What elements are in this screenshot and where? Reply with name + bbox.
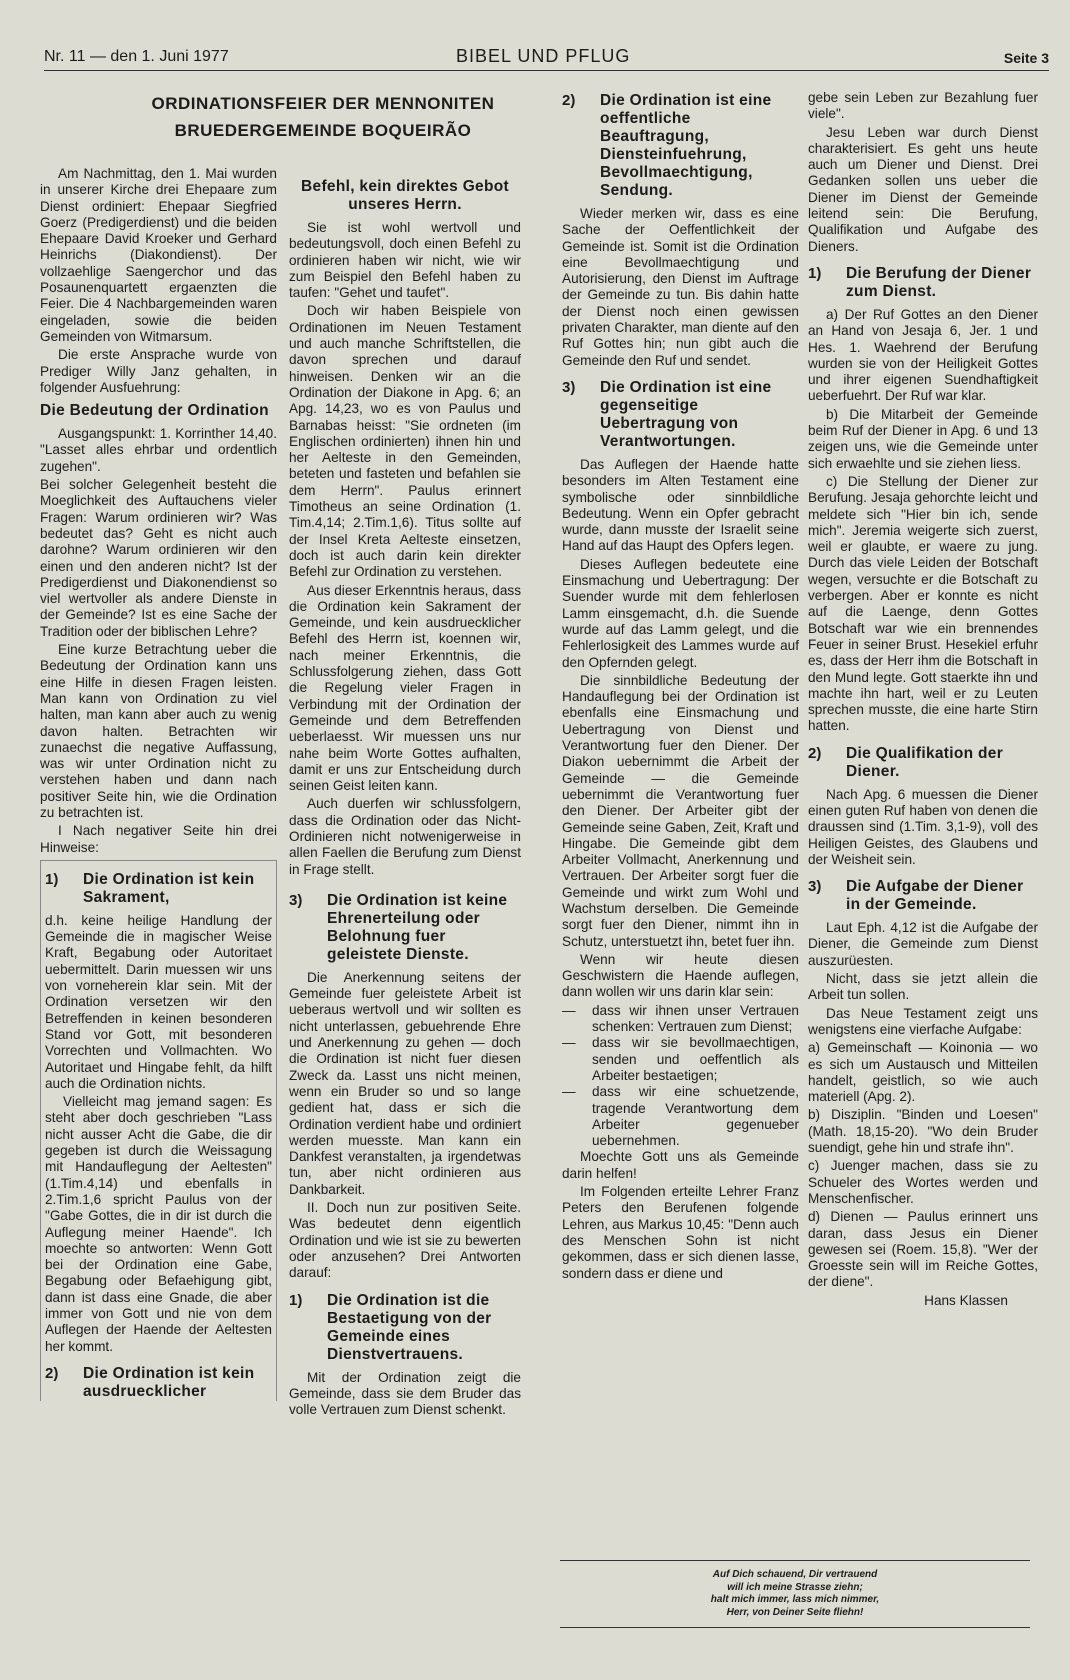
numbered-heading	[562, 92, 799, 200]
heading-text: Die Qualifikation der Diener.	[846, 744, 1004, 780]
paragraph: Nach Apg. 6 muessen die Diener einen guten Ruf haben von denen die draussen sind (1.Tim. 3,1-9), voll des Heiligen Geistes, des Glaubens und der Weisheit sein.	[808, 786, 1038, 867]
heading-text: Die Berufung der Diener zum Dienst.	[846, 264, 1032, 300]
paragraph: Nicht, dass sie jetzt allein die Arbeit tun sollen.	[808, 971, 1038, 1003]
page-number: Seite 3	[1003, 50, 1049, 66]
paragraph: a) Der Ruf Gottes an den Diener an Hand von Jesaja 6, Jer. 1 und Hes. 1. Waehrend der Berufung wurden sie von der Heiligkeit Gottes und ihrer eigenen Suendhaftigkeit ueberfuehrt. Der Ruf war klar.	[808, 306, 1038, 404]
paragraph: Laut Eph. 4,12 ist die Aufgabe der Diener, die Gemeinde zum Dienst auszurüesten.	[808, 920, 1038, 968]
dash-mark: —	[562, 1084, 576, 1100]
paragraph: d) Dienen — Paulus erinnert uns daran, dass Jesus ein Diener gewesen sei (Roem. 15,8). "Wer der Groesste sein will im Reiche Gottes, der diene".	[808, 1209, 1038, 1290]
paragraph: Sie ist wohl wertvoll und bedeutungsvoll, doch einen Befehl zu ordinieren haben wir nicht, wie wir zum Beispiel den Befehl haben zu taufen: "Gehet und taufet".	[289, 220, 521, 301]
heading-text: Die Ordination ist eine oeffentliche Beauftragung, Diensteinfuehrung, Bevollmaechtigung, Sendung.	[600, 92, 772, 199]
heading-number: 3)	[289, 891, 303, 909]
paragraph: Die sinnbildliche Bedeutung der Handauflegung bei der Ordination ist ebenfalls eine Einsmachung und Uebertragung von Dienst und Verantwortung fuer den Diener. Der Diakon uebernimmt die Arbeit der Gemeinde — die Gemeinde uebernimmt die Verantwortung fuer den Diener. Der Arbeiter gibt der Gemeinde seine Gaben, Zeit, Kraft und Hingabe. Die Gemeinde gibt dem Arbeiter Vollmacht, Anerkennung und Vertrauen. Der Arbeiter sorgt fuer die Gemeinde und wirkt zum Wohl und Wachstum derselben. Die Gemeinde sorgt fuer den Diener, nimmt ihn in Schutz, unterstuetzt ihn, betet fuer ihn.	[562, 672, 799, 949]
paragraph: d.h. keine heilige Handlung der Gemeinde die in magischer Weise Kraft, Begabung oder Autoritaet uebermittelt. Darin muessen wir uns von vorneherein klar sein. Mit der Ordination versetzen wir den Betreffenden in keinen besonderen Stand vor Gott, mit besonderen Vorrechten und Vollmachten. Wo Autoritaet und Hingabe fehlt, da hilft auch die Ordination nichts.	[45, 912, 272, 1091]
paragraph: Auch duerfen wir schlussfolgern, dass die Ordination oder das Nicht-Ordinieren nicht notwenigerweise in allen Faellen die Berufung zum Dienst in Frage stellt.	[289, 796, 521, 877]
paragraph: b) Disziplin. "Binden und Loesen" (Math. 18,15-20). "Wo dein Bruder suendigt, gehe hin und strafe ihn".	[808, 1107, 1038, 1156]
paragraph: b) Die Mitarbeit der Gemeinde beim Ruf der Diener in Apg. 6 und 13 zeigen uns, wie die Gemeinde unter sich erwaehlte und sie ziehen liess.	[808, 406, 1038, 471]
verse-box	[560, 1560, 1030, 1628]
heading-number: 3)	[808, 878, 822, 896]
paragraph: Bei solcher Gelegenheit besteht die Moeglichkeit des Auftauchens vieler Fragen: Warum ordinieren wir? Was bedeutet das? Geht es nicht auch darohne? Warum ordinieren wir den einen und den anderen nicht? Ist der Predigerdienst und Diakonendienst so viel wertvoller als andere Dienste in der Gemeinde? Ist es eine Sache der Tradition oder der biblischen Lehre?	[40, 477, 277, 639]
paragraph: Jesu Leben war durch Dienst charakterisiert. Es geht uns heute auch um Diener und Dienst. Drei Gedanken sollen uns ueber die Diener im Dienst der Gemeinde leitend sein: Die Berufung, Qualifikation und Aufgabe des Dieners.	[808, 124, 1038, 254]
paragraph: c) Juenger machen, dass sie zu Schueler des Wortes werden und Menschenfischer.	[808, 1158, 1038, 1206]
numbered-heading	[562, 379, 799, 451]
column-3	[562, 90, 799, 1284]
column-4	[808, 90, 1038, 1309]
dash-text: dass wir eine schuetzende, tragende Verantwortung dem Arbeiter gegenueber uebernehmen.	[592, 1084, 799, 1149]
column-1	[40, 166, 277, 1407]
dash-item	[562, 1003, 799, 1036]
paragraph: gebe sein Leben zur Bezahlung fuer viele".	[808, 90, 1038, 122]
paragraph: c) Die Stellung der Diener zur Berufung. Jesaja gehorchte leicht und meldete sich "Hier bin ich, sende mich". Jeremia weigerte sich zuerst, weil er glaubte, er waere zu jung. Durch das viele Leiden der Botschaft wegen, versuchte er die Botschaft zu verbergen. Aber er konnte es nicht auf die Laenge, denn Gottes Botschaft war wie ein brennendes Feuer in seiner Brust. Hesekiel erfuhr es, dass der Herr ihm die Botschaft in den Mund legte. Gott staerkte ihn und machte ihn hart, weil er zu Leuten sprechen musste, die eine harte Stirn hatten.	[808, 473, 1038, 734]
paragraph: Aus dieser Erkenntnis heraus, dass die Ordination kein Sakrament der Gemeinde, und kein ausdruecklicher Befehl des Herrn ist, koennen wir, nach meiner Erkenntnis, die Schlussfolgerung ziehen, dass Gott die Regelung vieler Fragen in Verbindung mit der Ordination der Gemeinde und dem Betreffenden ueberlaesst. Wir muessen uns nur nahe beim Worte Gottes aufhalten, damit er uns zur Entscheidung durch seinen Geist leiten kann.	[289, 582, 521, 794]
heading-number: 1)	[808, 264, 822, 282]
paragraph: Im Folgenden erteilte Lehrer Franz Peters den Berufenen folgende Lehren, aus Markus 10,45: "Denn auch des Menschen Sohn ist nicht gekommen, dass er sich dienen lasse, sondern dass er diene und	[562, 1184, 799, 1281]
heading-text: Die Ordination ist kein Sakrament,	[83, 870, 255, 906]
paragraph: Mit der Ordination zeigt die Gemeinde, dass sie dem Bruder das volle Vertrauen zum Dienst schenkt.	[289, 1369, 521, 1418]
numbered-heading	[289, 1292, 521, 1364]
author-signature: Hans Klassen	[924, 1292, 1008, 1308]
newspaper-title: BIBEL UND PFLUG	[456, 46, 631, 66]
paragraph: Die erste Ansprache wurde von Prediger Willy Janz gehalten, in folgender Ausfuehrung:	[40, 347, 277, 395]
dash-text: dass wir sie bevollmaechtigen, senden und oeffentlich als Arbeiter bestaetigen;	[592, 1035, 799, 1083]
verse-line: will ich meine Strasse ziehn;	[727, 1581, 863, 1593]
paragraph: Moechte Gott uns als Gemeinde darin helfen!	[562, 1149, 799, 1181]
numbered-heading	[808, 745, 1038, 781]
heading-number: 2)	[45, 1364, 59, 1382]
heading-number: 3)	[562, 378, 576, 396]
numbered-heading	[289, 892, 521, 964]
paragraph: Das Auflegen der Haende hatte besonders im Alten Testament eine symbolische oder sinnbildliche Bedeutung. Wenn ein Opfer gebracht wurde, dann musste der Israelit seine Hand auf das Haupt des Opfers legen.	[562, 456, 799, 554]
heading-number: 1)	[45, 870, 59, 888]
numbered-heading	[808, 265, 1038, 301]
numbered-heading	[808, 878, 1038, 914]
paragraph: Eine kurze Betrachtung ueber die Bedeutung der Ordination kann uns eine Hilfe in diesen Fragen leisten. Man kann von Ordination zu viel halten, man kann aber auch zu wenig davon halten. Betrachten wir zunaechst die negative Auffassung, was wir unter Ordination nicht zu verstehen haben und dann nach positiver Seite hin, wie die Ordination zu betrachten ist.	[40, 642, 277, 820]
article-title-line: ORDINATIONSFEIER DER MENNONITEN	[151, 94, 495, 113]
dash-item	[562, 1035, 799, 1084]
issue-date: Nr. 11 — den 1. Juni 1977	[44, 48, 229, 65]
numbered-heading	[45, 1365, 272, 1401]
dash-mark: —	[562, 1035, 576, 1051]
heading-text: Die Ordination ist keine Ehrenerteilung oder Belohnung fuer geleistete Dienste.	[327, 891, 508, 963]
paragraph: Dieses Auflegen bedeutete eine Einsmachung und Uebertragung: Der Suender wurde mit dem fehlerlosen Lamm einsgemacht, d.h. die Suende wurde auf das Lamm gelegt, und die Fehlerlosigkeit des Lammes wurde auf den Opfernden gelegt.	[562, 556, 799, 670]
paragraph: Die Anerkennung seitens der Gemeinde fuer geleistete Arbeit ist ueberaus wertvoll und wir sollten es nicht unterlassen, gebuehrende Ehre und Anerkennung zu gehen — doch die Ordination ist nicht fuer diesen Zweck da. Lasst uns nicht meinen, wenn ein Bruder so und so lange gedient hat, dass er sich die Ordination verdient habe und ordiniert werden muesste. Man kann ein Dankfest veranstalten, ja irgendetwas tun, aber nicht ordinieren aus Dankbarkeit.	[289, 969, 521, 1197]
verse-line: halt mich immer, lass mich nimmer,	[710, 1594, 880, 1605]
heading-number: 2)	[562, 92, 576, 109]
heading-text: Die Aufgabe der Diener in der Gemeinde.	[846, 878, 1024, 914]
heading-number: 2)	[808, 744, 822, 762]
column-2	[289, 172, 521, 1420]
heading-text: Die Ordination ist kein ausdruecklicher	[83, 1364, 255, 1400]
verse-line: Herr, von Deiner Seite fliehn!	[726, 1606, 864, 1618]
heading-text: Die Ordination ist die Bestaetigung von der Gemeinde eines Dienstvertrauens.	[327, 1291, 492, 1363]
page-header	[44, 46, 1049, 71]
paragraph: Doch wir haben Beispiele von Ordinationen im Neuen Testament und auch manche Schriftstellen, die davon sprechen und darauf hinweisen. Denken wir an die Ordination der Diakone in Apg. 6; an Apg. 14,23, wo es von Paulus und Barnabas heisst: "Sie ordneten (im Englischen ordinierten) ihnen hin und her Aelteste in den Gemeinden, beteten und fasteten und befahlen sie dem Herrn". Paulus erinnert Timotheus an seine Ordination (1. Tim.4,14; 2.Tim.1,6). Titus sollte auf der Insel Kreta Aelteste einsetzen, doch ist auch darin kein direkter Befehl zur Ordination zu verstehen.	[289, 303, 521, 580]
paragraph: II. Doch nun zur positiven Seite. Was bedeutet denn eigentlich Ordination und wie ist sie zu bewerten oder anzusehen? Drei Antworten darauf:	[289, 1200, 521, 1281]
paragraph: Ausgangspunkt: 1. Korrinther 14,40. "Lasset alles ehrbar und ordentlich zugehen".	[40, 426, 277, 474]
paragraph: Wenn wir heute diesen Geschwistern die Haende auflegen, dann wollen wir uns darin klar sein:	[562, 951, 799, 1000]
paragraph: a) Gemeinschaft — Koinonia — wo es sich um Austausch und Mitteilen handelt, geistlich, so wie auch materiell (Apg. 2).	[808, 1040, 1038, 1105]
article-title-line: BRUEDERGEMEINDE BOQUEIRÃO	[174, 121, 472, 140]
section-heading: Befehl, kein direktes Gebot unseres Herrn.	[301, 178, 509, 213]
dash-item	[562, 1084, 799, 1149]
verse-line: Auf Dich schauend, Dir vertrauend	[712, 1569, 878, 1580]
heading-number: 1)	[289, 1291, 303, 1309]
dash-mark: —	[562, 1002, 576, 1018]
boxed-section	[40, 860, 277, 1401]
numbered-heading	[45, 871, 272, 907]
paragraph: I Nach negativer Seite hin drei Hinweise:	[40, 823, 277, 855]
paragraph: Vielleicht mag jemand sagen: Es steht aber doch geschrieben "Lass nicht ausser Acht die Gabe, die dir gegeben ist durch die Weissagung mit Handauflegung der Aeltesten" (1.Tim.4,14) und ebenfalls in 2.Tim.1,6 spricht Paulus von der "Gabe Gottes, die in dir ist durch die Auflegung meiner Haende". Ich moechte so antworten: Wenn Gott bei der Ordination eine Gabe, Begabung oder Befaehigung gibt, dann ist dass eine Gnade, die aber immer von Gott und nie von dem Auflegen der Haende der Aeltesten her kommt.	[45, 1094, 272, 1354]
dash-text: dass wir ihnen unser Vertrauen schenken: Vertrauen zum Dienst;	[592, 1002, 799, 1035]
heading-text: Die Ordination ist eine gegenseitige Uebertragung von Verantwortungen.	[600, 378, 772, 450]
article-title	[128, 90, 518, 144]
section-heading: Die Bedeutung der Ordination	[40, 402, 269, 420]
paragraph: Wieder merken wir, dass es eine Sache der Oeffentlichkeit der Gemeinde ist. Somit ist die Ordination eine Bevollmaechtigung und Autorisierung, den Dienst im Auftrage der Gemeinde zu tun. Bis dahin hatte der Dienst noch einen gewissen privaten Charakter, man diente auf den Ruf Gottes hin; nun gibt auch die Gemeinde den Ruf und sendet.	[562, 206, 799, 368]
paragraph: Am Nachmittag, den 1. Mai wurden in unserer Kirche drei Ehepaare zum Dienst ordiniert: Ehepaar Siegfried Goerz (Predigerdienst) und die beiden Ehepaare David Kroeker und Gerhard Heinrichs (Diakondienst). Der vollzaehlige Saengerchor und das Posaunenquartett ergaenzten die Feier. Die 4 Nachbargemeinden waren eingeladen, sowie die beiden Gemeinden von Witmarsum.	[40, 166, 277, 344]
paragraph: Das Neue Testament zeigt uns wenigstens eine vierfache Aufgabe:	[808, 1005, 1038, 1037]
